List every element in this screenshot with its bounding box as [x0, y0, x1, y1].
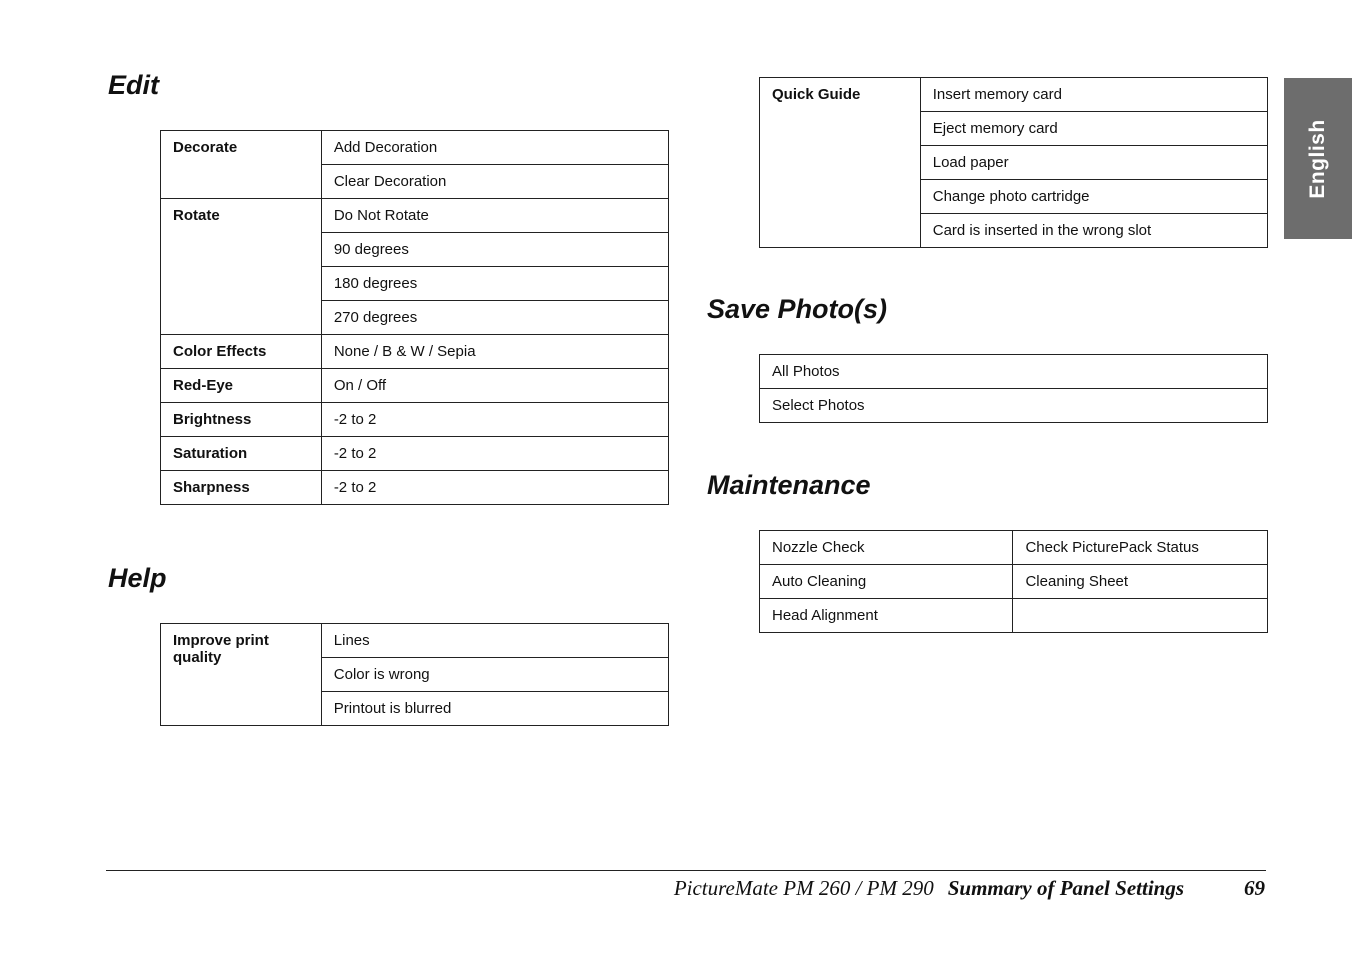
category-cell: Improve print quality: [161, 624, 322, 726]
category-cell: Decorate: [161, 131, 322, 199]
category-cell: Saturation: [161, 437, 322, 471]
table-row: [161, 369, 669, 403]
option-cell: -2 to 2: [321, 437, 668, 471]
maintenance-heading: Maintenance: [707, 470, 871, 500]
page-footer: [674, 876, 1265, 901]
category-cell: Red-Eye: [161, 369, 322, 403]
table-row: [760, 389, 1268, 423]
empty-cell: [1013, 599, 1268, 633]
option-cell: Eject memory card: [920, 112, 1267, 146]
table-row: [760, 78, 1268, 112]
category-cell: Quick Guide: [760, 78, 921, 248]
option-cell: On / Off: [321, 369, 668, 403]
footer-product: PictureMate PM 260 / PM 290: [673, 876, 934, 900]
quick-guide-table: [759, 77, 1268, 248]
option-cell: Head Alignment: [760, 599, 1013, 633]
maintenance-table: [759, 530, 1268, 633]
table-row: [161, 131, 669, 165]
option-cell: Do Not Rotate: [321, 199, 668, 233]
option-cell: 90 degrees: [321, 233, 668, 267]
option-cell: Clear Decoration: [321, 165, 668, 199]
option-cell: None / B & W / Sepia: [321, 335, 668, 369]
option-cell: Color is wrong: [321, 658, 668, 692]
category-cell: Color Effects: [161, 335, 322, 369]
save-photos-heading: Save Photo(s): [707, 294, 888, 324]
option-cell: Check PicturePack Status: [1013, 531, 1268, 565]
help-heading: Help: [108, 563, 167, 593]
table-row: [760, 531, 1268, 565]
category-cell: Brightness: [161, 403, 322, 437]
table-row: [760, 355, 1268, 389]
option-cell: Auto Cleaning: [760, 565, 1013, 599]
option-cell: All Photos: [760, 355, 1268, 389]
edit-heading: Edit: [108, 70, 159, 100]
table-row: [161, 199, 669, 233]
table-row: [161, 624, 669, 658]
option-cell: 180 degrees: [321, 267, 668, 301]
table-row: [161, 471, 669, 505]
option-cell: Select Photos: [760, 389, 1268, 423]
option-cell: -2 to 2: [321, 403, 668, 437]
edit-table: [160, 130, 669, 505]
table-row: [161, 335, 669, 369]
option-cell: Printout is blurred: [321, 692, 668, 726]
save-photos-table: [759, 354, 1268, 423]
category-cell: Sharpness: [161, 471, 322, 505]
footer-divider: [106, 870, 1266, 871]
footer-section-title: Summary of Panel Settings: [947, 876, 1184, 900]
option-cell: Card is inserted in the wrong slot: [920, 214, 1267, 248]
table-row: [760, 565, 1268, 599]
table-row: [161, 403, 669, 437]
option-cell: 270 degrees: [321, 301, 668, 335]
option-cell: Load paper: [920, 146, 1267, 180]
option-cell: Nozzle Check: [760, 531, 1013, 565]
category-cell: Rotate: [161, 199, 322, 335]
table-row: [760, 599, 1268, 633]
option-cell: Insert memory card: [920, 78, 1267, 112]
option-cell: -2 to 2: [321, 471, 668, 505]
language-tab: [1284, 78, 1352, 239]
option-cell: Add Decoration: [321, 131, 668, 165]
help-table: [160, 623, 669, 726]
option-cell: Cleaning Sheet: [1013, 565, 1268, 599]
language-tab-label: English: [1306, 118, 1329, 199]
page-number: 69: [1244, 876, 1265, 900]
option-cell: Lines: [321, 624, 668, 658]
table-row: [161, 437, 669, 471]
option-cell: Change photo cartridge: [920, 180, 1267, 214]
